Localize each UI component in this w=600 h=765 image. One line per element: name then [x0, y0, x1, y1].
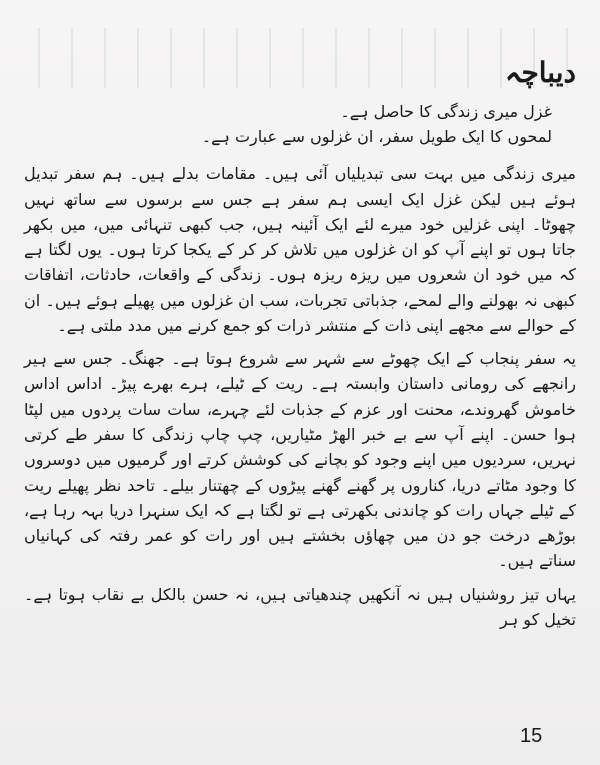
- intro-line-2: لمحوں کا ایک طویل سفر، ان غزلوں سے عبارت ہے۔: [201, 127, 552, 147]
- paragraph-1: میری زندگی میں بہت سی تبدیلیاں آئی ہیں۔ مقامات بدلے ہیں۔ ہم سفر تبدیل ہوئے ہیں لیکن غزل ایک ایسی ہم سفر ہے جس سے برسوں سے ساتھ نہیں چھوٹا۔ اپنی غزلیں خود میرے لئے ایک آئینہ ہیں، جب کبھی تنہائی میں، میں بکھر جاتا ہوں تو اپنے آپ کو ان غزلوں میں تلاش کر کر کے یکجا کرتا ہوں۔ یوں لگتا ہے کہ میں خود ان شعروں میں ریزہ ریزہ ہوں۔ زندگی کے واقعات، حادثات، اتفاقات کبھی نہ بھولنے والے لمحے، جذباتی تجربات، سب ان غزلوں میں پھیلے ہوئے ہیں۔ ان کے حوالے سے مجھے اپنی ذات کے منتشر ذرات کو جمع کرنے میں مدد ملتی ہے۔: [24, 164, 576, 335]
- intro-line-1: غزل میری زندگی کا حاصل ہے۔: [340, 101, 552, 121]
- preface-content: [24, 58, 576, 640]
- paragraph-3: یہاں تیز روشنیاں ہیں نہ آنکھیں چندھیاتی ہیں، نہ حسن بالکل بے نقاب ہوتا ہے۔ تخیل کو ہر: [24, 584, 576, 629]
- paragraph-2: یہ سفر پنجاب کے ایک چھوٹے سے شہر سے شروع ہوتا ہے۔ جھنگ۔ جس سے ہیر رانجھے کی رومانی داستان وابستہ ہے۔ ریت کے ٹیلے، ہرے بھرے پیڑ۔ اداس اداس خاموش گھروندے، محنت اور عزم کے جذبات لئے چہرے، سات سات پردوں میں لپٹا ہوا حسن۔ اپنے آپ سے بے خبر الھڑ مٹیاریں، چپ چاپ زندگی کا سفر طے کرتی نہریں، سردیوں میں اپنے وجود کو بچانے کی کوشش کرتے اور گرمیوں میں دوسروں کا وجود مٹاتے دریا، کناروں پر گھنے گھنے پیڑوں کے چھتنار بیلے۔ تاحد نظر پھیلے ریت کے ٹیلے جہاں رات کو چاندنی بکھرتی ہے تو لگتا ہے کہ ایک سنہرا دریا بہہ رہا ہے، بوڑھے درخت جو دن میں چھاؤں بخشتے ہیں اور رات کو عمر رفتہ کی کہانیاں سناتے ہیں۔: [24, 349, 576, 571]
- page-number: 15: [520, 725, 543, 747]
- page-title: دیباچہ: [505, 56, 576, 89]
- intro-block: [24, 99, 576, 150]
